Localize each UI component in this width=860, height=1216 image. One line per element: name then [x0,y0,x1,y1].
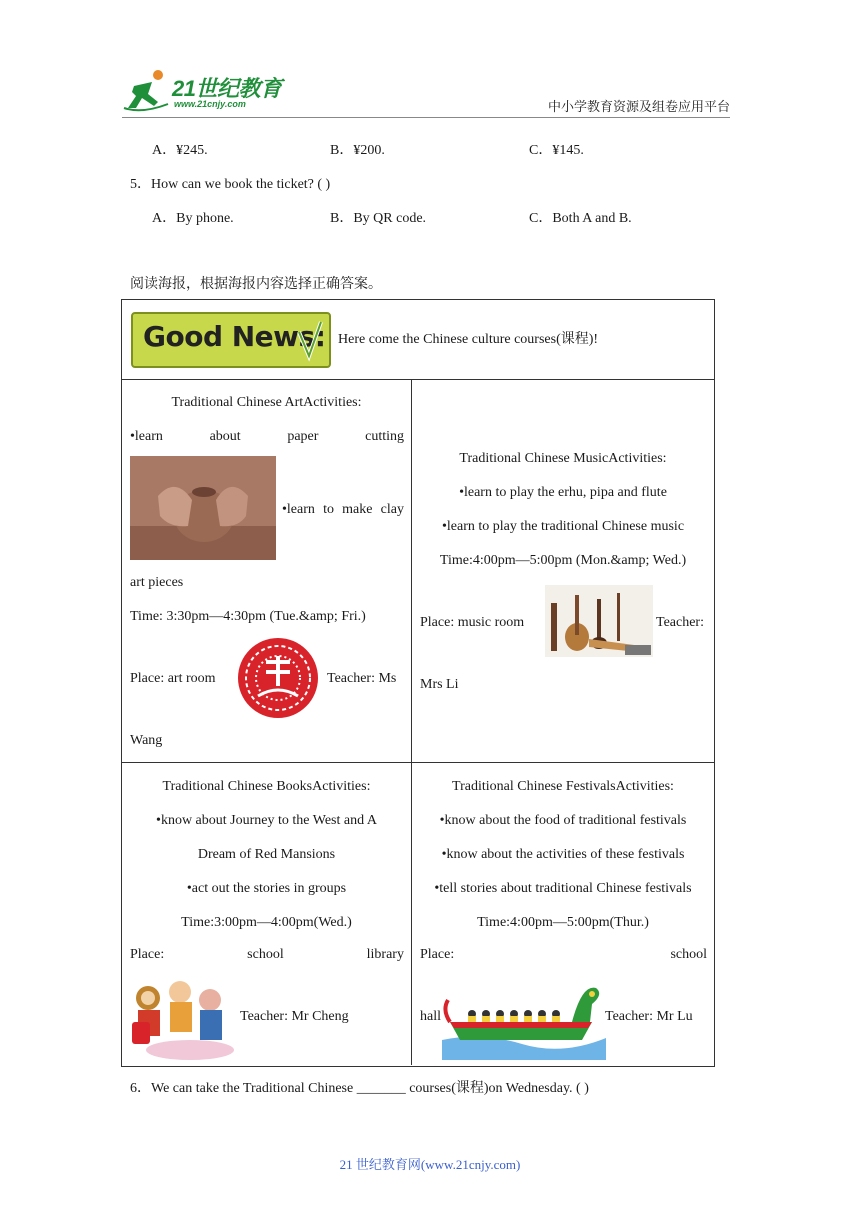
paper-cutting-icon [236,636,320,720]
festivals-time: Time:4:00pm—5:00pm(Thur.) [477,915,649,930]
art-time: Time: 3:30pm—4:30pm (Tue.&amp; Fri.) [130,609,366,624]
books-title: Traditional Chinese BooksActivities: [162,779,371,794]
books-line1: •know about Journey to the West and A [156,813,377,828]
question-6: 6．We can take the Traditional Chinese _______ courses(课程)on Wednesday. ( ) [130,1081,589,1096]
logo [122,68,292,114]
music-time: Time:4:00pm—5:00pm (Mon.&amp; Wed.) [439,553,687,568]
clay-pottery-image [130,456,276,560]
art-teacher: Teacher: Ms [327,671,397,686]
journey-west-cartoon [130,970,234,1062]
footer: 21 世纪教育网(www.21cnjy.com) [339,1157,521,1172]
q4-option-b: B．¥200. [330,143,385,158]
music-line1: •learn to play the erhu, pipa and flute [459,485,667,500]
festivals-teacher: Teacher: Mr Lu [605,1009,693,1024]
q4-option-c: C．¥145. [529,143,584,158]
music-teacher-name: Mrs Li [420,677,459,692]
festivals-hall: hall [420,1009,441,1024]
good-news-banner [131,312,331,368]
books-line3: •act out the stories in groups [186,881,347,896]
good-news-text: Good News: [143,320,326,353]
word: Place: [130,947,165,962]
q5-option-b: B．By QR code. [330,211,427,226]
music-place: Place: music room [420,615,525,630]
art-place: Place: art room [130,671,216,686]
word: •learn [130,429,163,444]
poster-table [121,299,715,1067]
platform-label: 中小学教育资源及组卷应用平台 [547,100,730,115]
q5-option-a: A．By phone. [152,211,234,226]
question-5: 5．How can we book the ticket? ( ) [130,177,331,192]
dragon-boat-image [442,974,606,1060]
q5-option-c: C．Both A and B. [529,211,632,226]
poster-headline: Here come the Chinese culture courses(课程)! [338,332,599,347]
art-title: Traditional Chinese ArtActivities: [171,395,362,410]
logo-text: 21世纪教育 [172,76,282,101]
header-divider [122,117,730,118]
word: paper [287,429,319,444]
runner-icon [122,68,170,114]
row-divider [122,762,714,763]
instruments-image [545,585,653,657]
books-line2: Dream of Red Mansions [197,847,336,862]
books-teacher: Teacher: Mr Cheng [240,1009,349,1024]
poster-header-row [122,300,714,380]
word: cutting [365,429,404,444]
festivals-place [420,938,707,972]
books-place [130,938,404,972]
music-title: Traditional Chinese MusicActivities: [459,451,667,466]
festivals-title: Traditional Chinese FestivalsActivities: [452,779,674,794]
checkmark-icon [295,318,325,362]
festivals-line1: •know about the food of traditional festivals [439,813,687,828]
word: school [247,947,284,962]
logo-url: www.21cnjy.com [174,99,246,109]
word: Place: [420,947,455,962]
art-line2: •learn to make clay [282,502,404,517]
music-line2: •learn to play the traditional Chinese music [441,519,685,534]
art-teacher-name: Wang [130,733,163,748]
art-line3: art pieces [130,575,184,590]
music-teacher: Teacher: [656,615,704,630]
q4-option-a: A．¥245. [152,143,208,158]
word: about [209,429,241,444]
festivals-line3: •tell stories about traditional Chinese festivals [434,881,692,896]
books-time: Time:3:00pm—4:00pm(Wed.) [181,915,352,930]
art-line1 [130,420,404,454]
word: school [670,947,707,962]
instruction: 阅读海报，根据海报内容选择正确答案。 [130,276,382,292]
word: library [366,947,404,962]
festivals-line2: •know about the activities of these festivals [441,847,685,862]
